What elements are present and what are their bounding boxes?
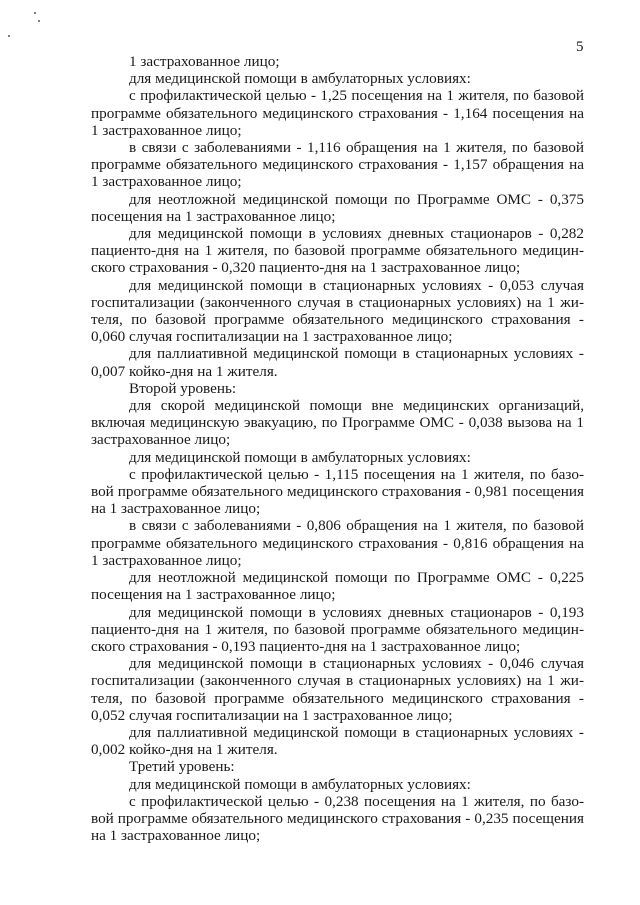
paragraph: для медицинской помощи в стационарных условиях - 0,053 случая госпитализации (законченного случая в стационарных условиях) на 1 жителя, по базовой программе обязательного медицинского страхования - 0,060 случая госпитализации на 1 застрахованное лицо; <box>91 276 584 346</box>
paragraph: для медицинской помощи в амбулаторных условиях: <box>129 70 471 88</box>
paragraph: для скорой медицинской помощи вне медицинских организаций, включая медицинскую эвакуацию, по Программе ОМС - 0,038 вызова на 1 застрахованное лицо; <box>91 397 584 449</box>
paragraph: с профилактической целью - 1,115 посещения на 1 жителя, по базовой программе обязательного медицинского страхования - 0,981 посещения на 1 застрахованное лицо; <box>91 465 584 518</box>
paragraph: с профилактической целью - 1,25 посещения на 1 жителя, по базовой программе обязательного медицинского страхования - 1,164 посещения на 1 застрахованное лицо; <box>91 87 584 139</box>
paragraph: для медицинской помощи в стационарных условиях - 0,046 случая госпитализации (законченного случая в стационарных условиях) на 1 жителя, по базовой программе обязательного медицинского страхования - 0,052 случая госпитализации на 1 застрахованное лицо; <box>91 655 584 724</box>
paragraph: для медицинской помощи в амбулаторных условиях: <box>129 775 471 793</box>
paragraph: для медицинской помощи в амбулаторных условиях: <box>129 448 471 466</box>
section-heading: Второй уровень: <box>129 379 237 397</box>
section-heading: Третий уровень: <box>129 758 235 776</box>
paragraph: для паллиативной медицинской помощи в стационарных условиях - 0,002 койко-дня на 1 жителя. <box>91 723 584 759</box>
scan-artifact-dot <box>38 20 40 22</box>
paragraph: для медицинской помощи в условиях дневных стационаров - 0,282 пациенто-дня на 1 жителя, по базовой программе обязательного медицинского страхования - 0,320 пациенто-дня на 1 застрахованное лицо; <box>91 225 584 277</box>
paragraph: в связи с заболеваниями - 0,806 обращения на 1 жителя, по базовой программе обязательного медицинского страхования - 0,816 обращения на 1 застрахованное лицо; <box>91 517 584 569</box>
paragraph: для медицинской помощи в условиях дневных стационаров - 0,193 пациенто-дня на 1 жителя, по базовой программе обязательного медицинского страхования - 0,193 пациенто-дня на 1 застрахованное лицо; <box>91 603 584 655</box>
paragraph: в связи с заболеваниями - 1,116 обращения на 1 жителя, по базовой программе обязательного медицинского страхования - 1,157 обращения на 1 застрахованное лицо; <box>91 139 584 191</box>
paragraph: для неотложной медицинской помощи по Программе ОМС - 0,225 посещения на 1 застрахованное лицо; <box>91 569 584 604</box>
scan-artifact-dot <box>8 35 10 37</box>
paragraph: для неотложной медицинской помощи по Программе ОМС - 0,375 посещения на 1 застрахованное лицо; <box>91 190 584 225</box>
document-body <box>91 53 584 844</box>
paragraph: с профилактической целью - 0,238 посещения на 1 жителя, по базовой программе обязательного медицинского страхования - 0,235 посещения на 1 застрахованное лицо; <box>91 792 584 845</box>
page-number: 5 <box>576 39 584 55</box>
paragraph: для паллиативной медицинской помощи в стационарных условиях - 0,007 койко-дня на 1 жителя. <box>91 345 584 380</box>
paragraph: 1 застрахованное лицо; <box>129 53 280 70</box>
scan-artifact-dot <box>34 12 36 14</box>
